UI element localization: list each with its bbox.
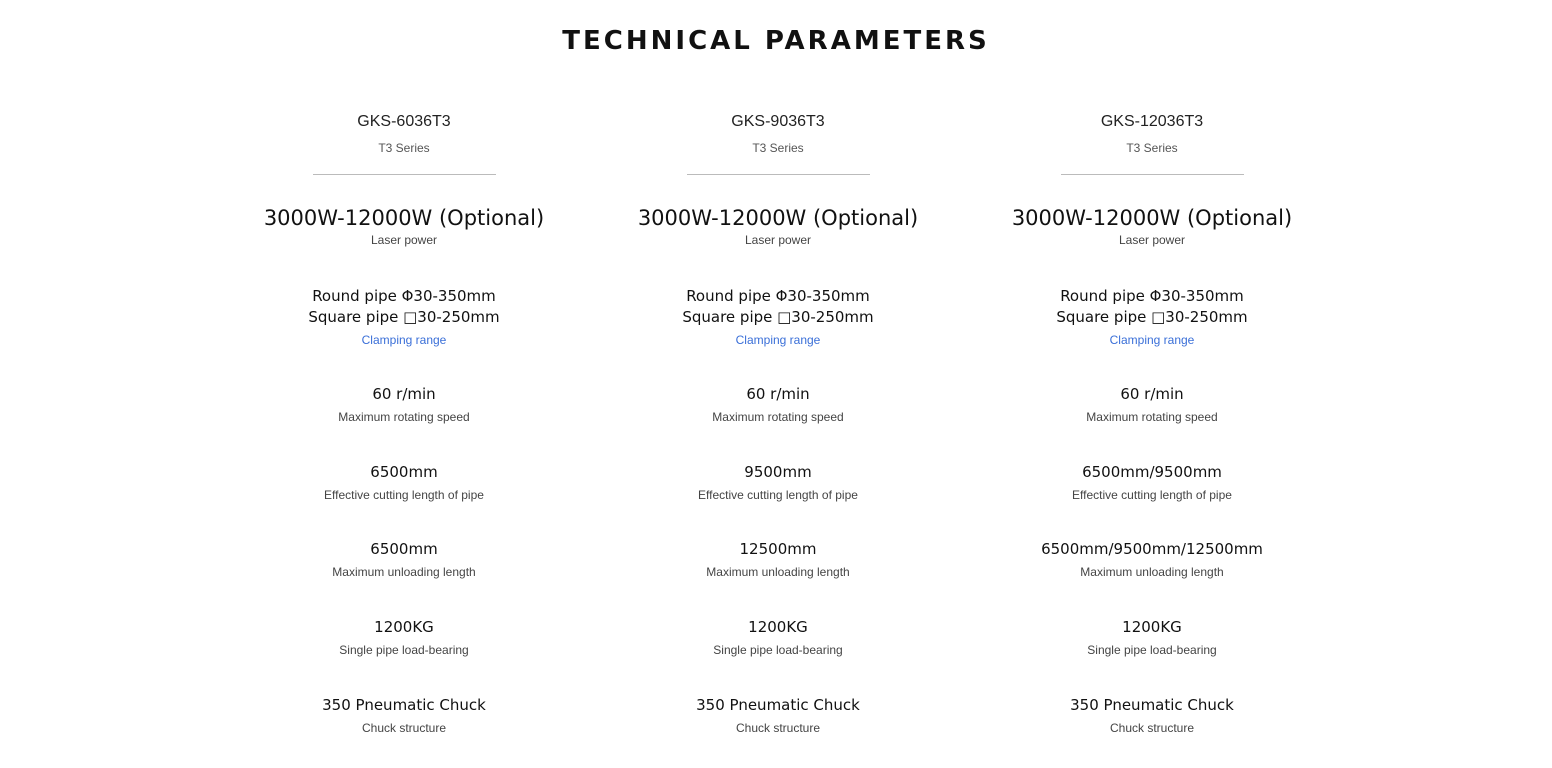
spec-clamping-range bbox=[982, 286, 1322, 348]
spec-unloading-length bbox=[982, 539, 1322, 580]
unload-length-value: 12500mm bbox=[739, 540, 817, 558]
spec-cutting-length bbox=[608, 462, 948, 503]
laser-power-value: 3000W-12000W (Optional) bbox=[637, 206, 919, 230]
load-label: Single pipe load-bearing bbox=[1087, 643, 1217, 657]
square-pipe-value: Square pipe □30-250mm bbox=[682, 308, 874, 326]
spec-unloading-length bbox=[234, 539, 574, 580]
model-name: GKS-12036T3 bbox=[1100, 113, 1204, 130]
chuck-value: 350 Pneumatic Chuck bbox=[322, 696, 486, 714]
unload-length-label: Maximum unloading length bbox=[332, 565, 476, 579]
spec-unloading-length bbox=[608, 539, 948, 580]
cut-length-value: 6500mm/9500mm bbox=[1082, 463, 1222, 481]
chuck-value: 350 Pneumatic Chuck bbox=[1070, 696, 1234, 714]
spec-load-bearing bbox=[982, 617, 1322, 658]
laser-power-label: Laser power bbox=[370, 233, 438, 247]
round-pipe-value: Round pipe Φ30-350mm bbox=[312, 287, 496, 305]
unload-length-label: Maximum unloading length bbox=[1080, 565, 1224, 579]
model-series: T3 Series bbox=[752, 141, 804, 155]
round-pipe-value: Round pipe Φ30-350mm bbox=[1060, 287, 1244, 305]
page-title: TECHNICAL PARAMETERS bbox=[562, 26, 990, 56]
cut-length-label: Effective cutting length of pipe bbox=[324, 488, 484, 502]
model-column-gks-6036t3 bbox=[234, 0, 574, 768]
speed-label: Maximum rotating speed bbox=[338, 410, 470, 424]
clamping-range-link[interactable]: Clamping range bbox=[735, 333, 821, 347]
load-value: 1200KG bbox=[374, 618, 434, 636]
model-name: GKS-9036T3 bbox=[731, 113, 825, 130]
load-value: 1200KG bbox=[748, 618, 808, 636]
spec-laser-power bbox=[608, 204, 948, 248]
spec-chuck-structure bbox=[982, 695, 1322, 736]
cut-length-value: 9500mm bbox=[744, 463, 812, 481]
spec-laser-power bbox=[982, 204, 1322, 248]
speed-value: 60 r/min bbox=[1120, 385, 1184, 403]
model-name: GKS-6036T3 bbox=[357, 113, 451, 130]
unload-length-label: Maximum unloading length bbox=[706, 565, 850, 579]
spec-chuck-structure bbox=[608, 695, 948, 736]
clamping-range-link[interactable]: Clamping range bbox=[361, 333, 447, 347]
spec-cutting-length bbox=[234, 462, 574, 503]
chuck-value: 350 Pneumatic Chuck bbox=[696, 696, 860, 714]
chuck-label: Chuck structure bbox=[361, 721, 447, 735]
speed-value: 60 r/min bbox=[746, 385, 810, 403]
load-label: Single pipe load-bearing bbox=[713, 643, 843, 657]
spec-laser-power bbox=[234, 204, 574, 248]
model-series: T3 Series bbox=[1126, 141, 1178, 155]
spec-chuck-structure bbox=[234, 695, 574, 736]
chuck-label: Chuck structure bbox=[1109, 721, 1195, 735]
laser-power-label: Laser power bbox=[744, 233, 812, 247]
cut-length-value: 6500mm bbox=[370, 463, 438, 481]
divider bbox=[1061, 174, 1244, 175]
model-series: T3 Series bbox=[378, 141, 430, 155]
spec-clamping-range bbox=[608, 286, 948, 348]
spec-clamping-range bbox=[234, 286, 574, 348]
unload-length-value: 6500mm/9500mm/12500mm bbox=[1041, 540, 1263, 558]
load-label: Single pipe load-bearing bbox=[339, 643, 469, 657]
laser-power-value: 3000W-12000W (Optional) bbox=[1011, 206, 1293, 230]
square-pipe-value: Square pipe □30-250mm bbox=[1056, 308, 1248, 326]
speed-label: Maximum rotating speed bbox=[712, 410, 844, 424]
cut-length-label: Effective cutting length of pipe bbox=[1072, 488, 1232, 502]
spec-load-bearing bbox=[234, 617, 574, 658]
speed-label: Maximum rotating speed bbox=[1086, 410, 1218, 424]
spec-load-bearing bbox=[608, 617, 948, 658]
spec-cutting-length bbox=[982, 462, 1322, 503]
spec-rotating-speed bbox=[234, 384, 574, 425]
spec-rotating-speed bbox=[982, 384, 1322, 425]
divider bbox=[313, 174, 496, 175]
load-value: 1200KG bbox=[1122, 618, 1182, 636]
round-pipe-value: Round pipe Φ30-350mm bbox=[686, 287, 870, 305]
model-column-gks-12036t3 bbox=[982, 0, 1322, 768]
laser-power-label: Laser power bbox=[1118, 233, 1186, 247]
square-pipe-value: Square pipe □30-250mm bbox=[308, 308, 500, 326]
laser-power-value: 3000W-12000W (Optional) bbox=[263, 206, 545, 230]
speed-value: 60 r/min bbox=[372, 385, 436, 403]
chuck-label: Chuck structure bbox=[735, 721, 821, 735]
spec-rotating-speed bbox=[608, 384, 948, 425]
unload-length-value: 6500mm bbox=[370, 540, 438, 558]
model-column-gks-9036t3 bbox=[608, 0, 948, 768]
divider bbox=[687, 174, 870, 175]
cut-length-label: Effective cutting length of pipe bbox=[698, 488, 858, 502]
clamping-range-link[interactable]: Clamping range bbox=[1109, 333, 1195, 347]
